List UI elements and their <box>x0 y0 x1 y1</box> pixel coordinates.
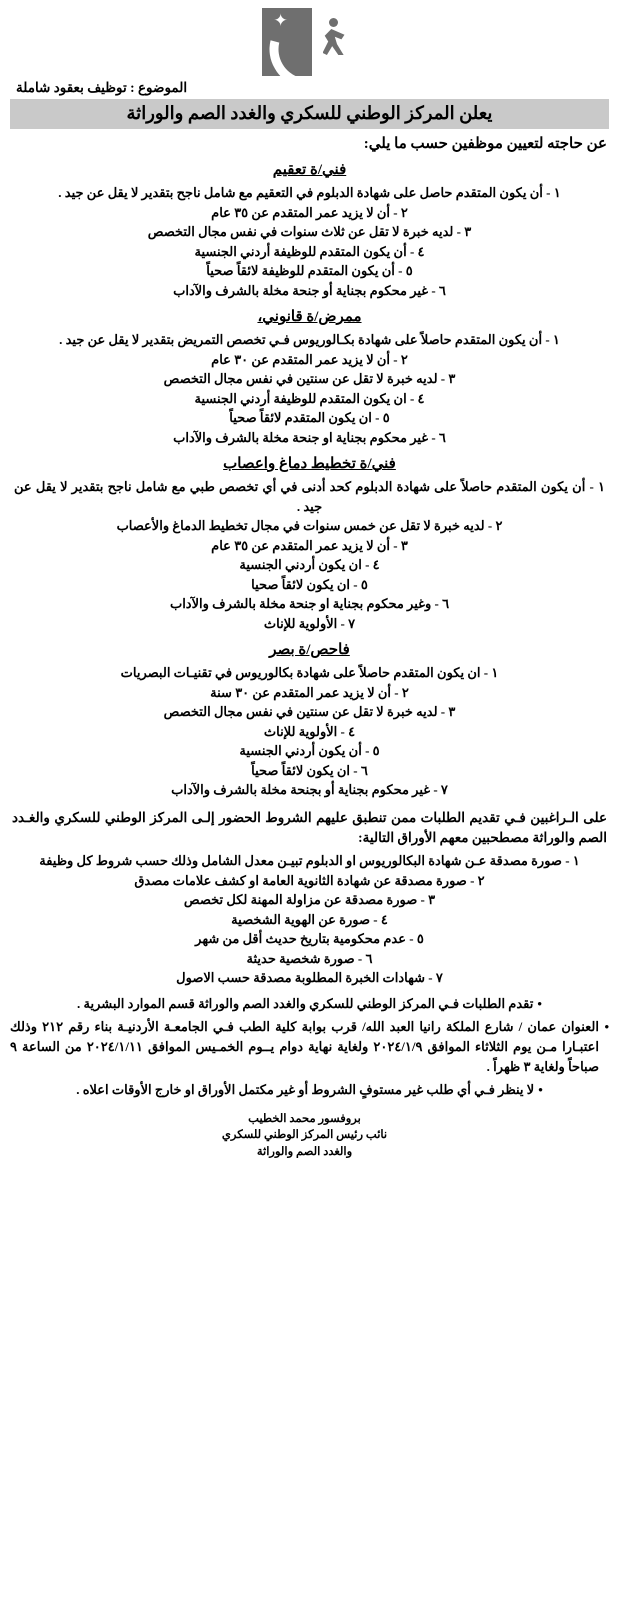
list-item: ٢ - لديه خبرة لا تقل عن خمس سنوات في مجال تخطيط الدماغ والأعصاب <box>116 518 503 533</box>
list-item: ٥ - ان يكون المتقدم لائقاً صحياً <box>229 410 390 425</box>
section-title-3: فني/ة تخطيط دماغ واعصاب <box>223 456 396 472</box>
list-item: ١ - أن يكون المتقدم حاصلاً على شهادة الدبلوم كحد أدنى في أي تخصص طبي مع شامل ناجح بتقدير لا يقل عن جيد . <box>14 479 605 514</box>
list-item: ٤ - أن يكون المتقدم للوظيفة أردني الجنسية <box>194 243 425 259</box>
bullet-dot-icon: • <box>604 1018 609 1034</box>
list-item: ١ - ان يكون المتقدم حاصلاً على شهادة بكالوريوس في تقنيـات البصريات <box>120 665 499 680</box>
section-title-4: فاحص/ة بصر <box>269 642 350 658</box>
list-item: ٣ - لديه خبرة لا تقل عن سنتين في نفس مجال التخصص <box>163 371 456 386</box>
list-item: ٧ - غير محكوم بجناية أو بجنحة مخلة بالشرف والآداب <box>171 782 448 797</box>
list-item: ٧ - الأولوية للإناث <box>263 615 356 631</box>
signature-name: بروفسور محمد الخطيب <box>248 1112 361 1125</box>
list-item: ٥ - عدم محكومية بتاريخ حديث أقل من شهر <box>195 931 424 947</box>
page-title: يعلن المركز الوطني للسكري والغدد الصم والوراثة <box>10 99 609 129</box>
section-items-3 <box>10 477 609 633</box>
list-item: ٤ - صورة عن الهوية الشخصية <box>231 911 388 927</box>
documents-list <box>10 851 609 988</box>
list-item: ٦ - غير محكوم بجناية أو جنحة مخلة بالشرف والآداب <box>173 282 446 298</box>
documents-lead-text: على الـراغبين فـي تقديم الطلبات ممن تنطبق عليهم الشروط الحضور إلـى المركز الوطني للسكري والغـدد الصم والوراثة مصطحبين معهم الأوراق التالية: <box>12 809 607 846</box>
signature-block <box>10 1111 609 1161</box>
list-item: ٢ - صورة مصدقة عن شهادة الثانوية العامة او كشف علامات مصدق <box>134 872 485 888</box>
note-item <box>10 1017 609 1077</box>
intro-text: عن حاجته لتعيين موظفين حسب ما يلي: <box>363 136 607 152</box>
list-item: ٦ - ان يكون لائقاً صحياً <box>251 762 368 778</box>
list-item: ١ - صورة مصدقة عـن شهادة البكالوريوس او الدبلوم تبيـن معدل الشامل وذلك حسب شروط كل وظيفة <box>39 853 580 869</box>
logo-figure-head <box>329 18 338 27</box>
section-title-1: فني/ة تعقيم <box>272 162 347 178</box>
list-item: ٢ - أن لا يزيد عمر المتقدم عن ٣٥ عام <box>211 204 408 220</box>
list-item: ٦ - غير محكوم بجناية او جنحة مخلة بالشرف والآداب <box>173 429 446 445</box>
list-item: ٣ - لديه خبرة لا تقل عن سنتين في نفس مجال التخصص <box>163 704 456 719</box>
list-item: ١ - أن يكون المتقدم حاصلاً على شهادة بكـالوريوس فـي تخصص التمريض بتقدير لا يقل عن جيد . <box>59 332 560 347</box>
section-items-2 <box>10 330 609 447</box>
list-item: ٦ - صورة شخصية حديثة <box>246 950 373 966</box>
logo-row <box>10 6 609 78</box>
list-item: ٤ - الأولوية للإناث <box>263 723 356 739</box>
list-item: ٦ - وغير محكوم بجناية او جنحة مخلة بالشرف والآداب <box>169 596 450 611</box>
bullet-dot-icon: • <box>537 995 542 1011</box>
list-item: ٣ - لديه خبرة لا تقل عن ثلاث سنوات في نفس مجال التخصص <box>147 224 472 239</box>
section-items-1 <box>10 183 609 300</box>
list-item: ٤ - ان يكون المتقدم للوظيفة أردني الجنسية <box>194 390 425 406</box>
note-item <box>10 994 609 1014</box>
note-text: تقدم الطلبات فـي المركز الوطني للسكري والغدد الصم والوراثة قسم الموارد البشرية . <box>77 995 534 1011</box>
section-items-4 <box>10 663 609 800</box>
list-item: ٥ - ان يكون لائقاً صحيا <box>251 576 368 592</box>
note-item <box>10 1080 609 1100</box>
list-item: ٢ - أن لا يزيد عمر المتقدم عن ٣٠ عام <box>211 351 408 367</box>
list-item: ٣ - أن لا يزيد عمر المتقدم عن ٣٥ عام <box>211 537 408 553</box>
list-item: ٢ - أن لا يزيد عمر المتقدم عن ٣٠ سنة <box>210 684 409 700</box>
list-item: ٥ - أن يكون أردني الجنسية <box>239 743 380 758</box>
list-item: ٤ - ان يكون أردني الجنسية <box>239 557 380 572</box>
note-text: العنوان عمان / شارع الملكة رانيا العبد الله/ قرب بوابة كلية الطب فـي الجامعـة الأردنيـة بناء رقم ٢١٢ وذلك اعتبـارا مـن يوم الثلاثاء الموافق ٢٠٢٤/١/٩ ولغاية نهاية دوام يــوم الخمـيس الموافق ٢٠٢٤/١/١١ من الساعة ٩ صباحاً ولغاية ٣ ظهراً . <box>10 1018 600 1075</box>
diabetes-center-logo-icon <box>262 8 358 76</box>
list-item: ٣ - صورة مصدقة عن مزاولة المهنة لكل تخصص <box>183 892 436 908</box>
subject-line: الموضوع : توظيف بعقود شاملة <box>16 80 188 95</box>
section-title-2: ممرض/ة قانوني، <box>257 309 362 325</box>
note-text: لا ينظر فـي أي طلب غير مستوفٍ الشروط أو غير مكتمل الأوراق او خارج الأوقات اعلاه . <box>76 1082 535 1098</box>
signature-title-line-1: نائب رئيس المركز الوطني للسكري <box>221 1129 388 1142</box>
notes-list <box>10 994 609 1101</box>
list-item: ١ - أن يكون المتقدم حاصل على شهادة الدبلوم في التعقيم مع شامل ناجح بتقدير لا يقل عن جيد . <box>58 185 561 200</box>
signature-title-line-2: والغدد الصم والوراثة <box>256 1145 353 1158</box>
logo-star-icon: ✦ <box>273 11 288 30</box>
list-item: ٥ - أن يكون المتقدم للوظيفة لائقاً صحياً <box>206 263 413 278</box>
bullet-dot-icon: • <box>538 1082 543 1098</box>
list-item: ٧ - شهادات الخبرة المطلوبة مصدقة حسب الاصول <box>176 970 443 986</box>
